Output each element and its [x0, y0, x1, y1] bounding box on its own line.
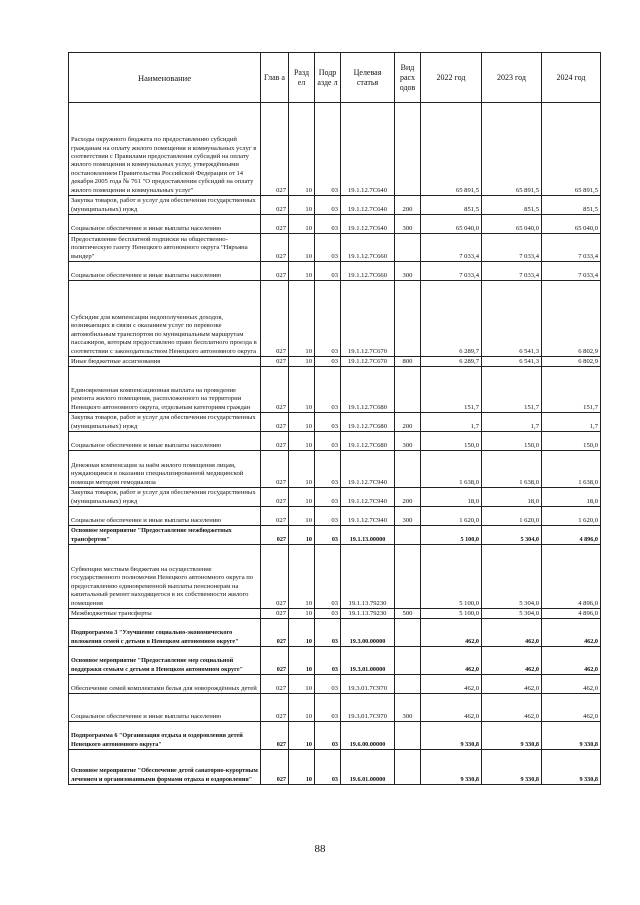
row-vid: [395, 675, 421, 694]
row-glava: 027: [261, 488, 289, 507]
row-2023: 1,7: [482, 413, 542, 432]
row-2024: 1,7: [542, 413, 601, 432]
row-glava: 027: [261, 262, 289, 281]
row-name: Социальное обеспечение и иные выплаты населению: [69, 694, 261, 722]
row-2024: 851,5: [542, 196, 601, 215]
page-number: 88: [314, 843, 326, 855]
budget-table-sheet: [68, 52, 600, 785]
row-2022: 7 033,4: [421, 262, 482, 281]
row-name: Подпрограмма 6 "Организация отдыха и оздоровления детей Ненецкого автономного округа": [69, 722, 261, 750]
row-glava: 027: [261, 609, 289, 619]
row-glava: 027: [261, 103, 289, 196]
row-target: 19.1.13.79230: [341, 609, 395, 619]
row-podrazdel: 03: [315, 488, 341, 507]
row-name: Субсидии для компенсации недополученных доходов, возникающих в связи с оказанием услуг по перевозке автомобильным транспортом по муниципальным маршрутам пассажиров, которым предоставлено право бесплатного проезда в соответствии с законодательством Ненецкого автономного округа: [69, 281, 261, 357]
row-vid: [395, 750, 421, 785]
row-name: Субвенции местным бюджетам на осуществление государственного полномочия Ненецкого автономного округа по предоставлению единовременной выплаты пенсионерам на капитальный ремонт находящегося в их собственности жилого помещения: [69, 545, 261, 609]
row-podrazdel: 03: [315, 262, 341, 281]
row-target: 19.1.12.7С670: [341, 357, 395, 367]
row-target: 19.1.13.00000: [341, 526, 395, 545]
row-target: 19.1.13.79230: [341, 545, 395, 609]
row-name: Основное мероприятие "Предоставление мер социальной поддержки семьям с детьми в Ненецком автономном округе": [69, 647, 261, 675]
row-vid: [395, 722, 421, 750]
row-vid: [395, 281, 421, 357]
row-target: 19.1.12.7С680: [341, 432, 395, 451]
table-row: [69, 196, 601, 215]
row-2022: 6 289,7: [421, 281, 482, 357]
row-razdel: 10: [289, 675, 315, 694]
row-glava: 027: [261, 196, 289, 215]
row-podrazdel: 03: [315, 545, 341, 609]
row-2023: 6 541,3: [482, 357, 542, 367]
row-razdel: 10: [289, 262, 315, 281]
header-vid: Вид расх одов: [395, 53, 421, 103]
row-glava: 027: [261, 281, 289, 357]
row-2023: 65 040,0: [482, 215, 542, 234]
row-glava: 027: [261, 215, 289, 234]
table-row: [69, 722, 601, 750]
row-glava: 027: [261, 234, 289, 262]
row-target: 19.3.01.7С970: [341, 694, 395, 722]
row-vid: 300: [395, 262, 421, 281]
row-razdel: 10: [289, 413, 315, 432]
header-razdel: Разд ел: [289, 53, 315, 103]
row-2024: 4 896,0: [542, 526, 601, 545]
row-2022: 9 330,8: [421, 750, 482, 785]
table-header-row: [69, 53, 601, 103]
row-target: 19.1.12.7С640: [341, 215, 395, 234]
row-vid: [395, 619, 421, 647]
row-2023: 851,5: [482, 196, 542, 215]
table-row: [69, 262, 601, 281]
row-2022: 1 620,0: [421, 507, 482, 526]
row-razdel: 10: [289, 234, 315, 262]
row-2022: 462,0: [421, 619, 482, 647]
row-podrazdel: 03: [315, 196, 341, 215]
row-2024: 1 638,0: [542, 451, 601, 488]
row-glava: 027: [261, 357, 289, 367]
header-2022: 2022 год: [421, 53, 482, 103]
table-body: [69, 103, 601, 785]
row-2022: 7 033,4: [421, 234, 482, 262]
row-vid: 300: [395, 694, 421, 722]
row-name: Основное мероприятие "Обеспечение детей санаторно-курортным лечением и организованными формами отдыха и оздоровления": [69, 750, 261, 785]
row-razdel: 10: [289, 545, 315, 609]
row-2023: 462,0: [482, 675, 542, 694]
row-target: 19.3.01.00000: [341, 647, 395, 675]
row-razdel: 10: [289, 609, 315, 619]
row-vid: 300: [395, 432, 421, 451]
row-target: 19.1.12.7С640: [341, 196, 395, 215]
row-podrazdel: 03: [315, 451, 341, 488]
row-2023: 150,0: [482, 432, 542, 451]
row-vid: 200: [395, 413, 421, 432]
table-row: [69, 234, 601, 262]
row-2023: 462,0: [482, 694, 542, 722]
row-glava: 027: [261, 619, 289, 647]
row-glava: 027: [261, 694, 289, 722]
row-name: Закупка товаров, работ и услуг для обеспечения государственных (муниципальных) нужд: [69, 196, 261, 215]
table-row: [69, 526, 601, 545]
row-vid: [395, 103, 421, 196]
row-name: Закупка товаров, работ и услуг для обеспечения государственных (муниципальных) нужд: [69, 488, 261, 507]
row-podrazdel: 03: [315, 432, 341, 451]
row-podrazdel: 03: [315, 281, 341, 357]
row-vid: 200: [395, 196, 421, 215]
table-row: [69, 609, 601, 619]
row-2023: 9 330,8: [482, 722, 542, 750]
row-podrazdel: 03: [315, 722, 341, 750]
row-razdel: 10: [289, 722, 315, 750]
row-2022: 9 330,8: [421, 722, 482, 750]
row-2024: 1 620,0: [542, 507, 601, 526]
row-target: 19.6.00.00000: [341, 722, 395, 750]
row-name: Социальное обеспечение и иные выплаты населению: [69, 215, 261, 234]
header-2024: 2024 год: [542, 53, 601, 103]
row-vid: 200: [395, 488, 421, 507]
row-razdel: 10: [289, 619, 315, 647]
row-2022: 6 289,7: [421, 357, 482, 367]
row-2024: 9 330,8: [542, 722, 601, 750]
row-podrazdel: 03: [315, 619, 341, 647]
row-vid: 500: [395, 609, 421, 619]
row-name: Социальное обеспечение и иные выплаты населению: [69, 262, 261, 281]
row-name: Предоставление бесплатной подписки на общественно-политическую газету Ненецкого автономного округа "Няръяна вындер": [69, 234, 261, 262]
row-target: 19.1.12.7С940: [341, 451, 395, 488]
row-razdel: 10: [289, 694, 315, 722]
row-vid: 300: [395, 507, 421, 526]
table-row: [69, 694, 601, 722]
row-podrazdel: 03: [315, 750, 341, 785]
row-podrazdel: 03: [315, 215, 341, 234]
row-2023: 9 330,8: [482, 750, 542, 785]
row-2024: 18,0: [542, 488, 601, 507]
row-podrazdel: 03: [315, 675, 341, 694]
row-razdel: 10: [289, 432, 315, 451]
row-podrazdel: 03: [315, 647, 341, 675]
row-name: Подпрограмма 3 "Улучшение социально-экономического положения семей с детьми в Ненецком автономном округе": [69, 619, 261, 647]
row-glava: 027: [261, 675, 289, 694]
row-2022: 151,7: [421, 367, 482, 413]
row-razdel: 10: [289, 281, 315, 357]
row-vid: [395, 234, 421, 262]
row-target: 19.1.12.7С670: [341, 281, 395, 357]
row-vid: [395, 367, 421, 413]
row-2024: 462,0: [542, 675, 601, 694]
row-vid: 300: [395, 215, 421, 234]
row-glava: 027: [261, 507, 289, 526]
row-2023: 5 304,0: [482, 526, 542, 545]
row-target: 19.1.12.7С680: [341, 413, 395, 432]
table-row: [69, 545, 601, 609]
row-target: 19.6.01.00000: [341, 750, 395, 785]
row-glava: 027: [261, 432, 289, 451]
row-glava: 027: [261, 526, 289, 545]
row-razdel: 10: [289, 526, 315, 545]
row-2022: 150,0: [421, 432, 482, 451]
row-2024: 6 802,9: [542, 357, 601, 367]
row-2022: 5 100,0: [421, 526, 482, 545]
row-razdel: 10: [289, 647, 315, 675]
row-target: 19.3.00.00000: [341, 619, 395, 647]
row-2022: 1,7: [421, 413, 482, 432]
row-target: 19.1.12.7С660: [341, 262, 395, 281]
row-2023: 1 638,0: [482, 451, 542, 488]
table-row: [69, 215, 601, 234]
row-2022: 65 891,5: [421, 103, 482, 196]
header-glava: Глав а: [261, 53, 289, 103]
row-razdel: 10: [289, 451, 315, 488]
row-name: Денежная компенсация за наём жилого помещения лицам, нуждающимся в оказании специализированной медицинской помощи методом гемодиализа: [69, 451, 261, 488]
row-target: 19.1.12.7С680: [341, 367, 395, 413]
table-row: [69, 507, 601, 526]
row-glava: 027: [261, 451, 289, 488]
row-2023: 5 304,0: [482, 609, 542, 619]
row-vid: [395, 647, 421, 675]
table-row: [69, 619, 601, 647]
row-podrazdel: 03: [315, 609, 341, 619]
row-2022: 5 100,0: [421, 545, 482, 609]
table-row: [69, 367, 601, 413]
row-2022: 462,0: [421, 675, 482, 694]
row-2024: 151,7: [542, 367, 601, 413]
table-row: [69, 103, 601, 196]
table-row: [69, 357, 601, 367]
row-2022: 1 638,0: [421, 451, 482, 488]
row-2023: 462,0: [482, 647, 542, 675]
table-row: [69, 675, 601, 694]
row-razdel: 10: [289, 367, 315, 413]
table-row: [69, 488, 601, 507]
row-2022: 851,5: [421, 196, 482, 215]
row-podrazdel: 03: [315, 507, 341, 526]
row-glava: 027: [261, 750, 289, 785]
table-row: [69, 432, 601, 451]
row-2023: 5 304,0: [482, 545, 542, 609]
row-podrazdel: 03: [315, 694, 341, 722]
header-2023: 2023 год: [482, 53, 542, 103]
row-name: Межбюджетные трансферты: [69, 609, 261, 619]
row-vid: [395, 545, 421, 609]
row-vid: 800: [395, 357, 421, 367]
row-glava: 027: [261, 367, 289, 413]
row-2024: 65 891,5: [542, 103, 601, 196]
row-razdel: 10: [289, 215, 315, 234]
table-row: [69, 647, 601, 675]
row-2022: 5 100,0: [421, 609, 482, 619]
row-name: Социальное обеспечение и иные выплаты населению: [69, 507, 261, 526]
table-row: [69, 281, 601, 357]
row-glava: 027: [261, 647, 289, 675]
row-2023: 18,0: [482, 488, 542, 507]
row-2024: 462,0: [542, 619, 601, 647]
header-podrazdel: Подр азде л: [315, 53, 341, 103]
row-razdel: 10: [289, 488, 315, 507]
row-vid: [395, 526, 421, 545]
row-2023: 151,7: [482, 367, 542, 413]
row-2024: 9 330,8: [542, 750, 601, 785]
table-row: [69, 750, 601, 785]
row-target: 19.3.01.7С970: [341, 675, 395, 694]
row-2024: 6 802,9: [542, 281, 601, 357]
row-2022: 18,0: [421, 488, 482, 507]
row-name: Закупка товаров, работ и услуг для обеспечения государственных (муниципальных) нужд: [69, 413, 261, 432]
row-podrazdel: 03: [315, 367, 341, 413]
row-2023: 1 620,0: [482, 507, 542, 526]
row-target: 19.1.12.7С940: [341, 488, 395, 507]
row-name: Расходы окружного бюджета по предоставлению субсидий гражданам на оплату жилого помещения и коммунальных услуг в соответствии с Правилами предоставления субсидий на оплату жилого помещения и коммунальных услуг, утверждёнными постановлением Правительства Российской Федерации от 14 декабря 2005 года № 761 "О предоставлении субсидий на оплату жилого помещения и коммунальных услуг": [69, 103, 261, 196]
row-2023: 7 033,4: [482, 234, 542, 262]
row-razdel: 10: [289, 196, 315, 215]
row-2023: 65 891,5: [482, 103, 542, 196]
row-2024: 150,0: [542, 432, 601, 451]
budget-table: [68, 52, 601, 785]
header-name: Наименование: [69, 53, 261, 103]
row-2022: 462,0: [421, 694, 482, 722]
row-target: 19.1.12.7С640: [341, 103, 395, 196]
row-vid: [395, 451, 421, 488]
row-2023: 7 033,4: [482, 262, 542, 281]
row-target: 19.1.12.7С940: [341, 507, 395, 526]
row-2023: 6 541,3: [482, 281, 542, 357]
row-razdel: 10: [289, 750, 315, 785]
row-name: Основное мероприятие "Предоставление межбюджетных трансфертов": [69, 526, 261, 545]
row-razdel: 10: [289, 507, 315, 526]
row-podrazdel: 03: [315, 103, 341, 196]
header-target: Целевая статья: [341, 53, 395, 103]
row-2024: 65 040,0: [542, 215, 601, 234]
row-name: Единовременная компенсационная выплата на проведение ремонта жилого помещения, расположенного на территории Ненецкого автономного округа, отдельным категориям граждан: [69, 367, 261, 413]
row-2023: 462,0: [482, 619, 542, 647]
row-2024: 4 896,0: [542, 545, 601, 609]
row-name: Иные бюджетные ассигнования: [69, 357, 261, 367]
row-glava: 027: [261, 722, 289, 750]
row-glava: 027: [261, 413, 289, 432]
row-2024: 7 033,4: [542, 234, 601, 262]
row-2024: 462,0: [542, 647, 601, 675]
row-podrazdel: 03: [315, 413, 341, 432]
row-2024: 462,0: [542, 694, 601, 722]
row-2024: 7 033,4: [542, 262, 601, 281]
row-razdel: 10: [289, 103, 315, 196]
row-glava: 027: [261, 545, 289, 609]
row-target: 19.1.12.7С660: [341, 234, 395, 262]
row-podrazdel: 03: [315, 526, 341, 545]
row-name: Социальное обеспечение и иные выплаты населению: [69, 432, 261, 451]
row-2022: 462,0: [421, 647, 482, 675]
table-row: [69, 413, 601, 432]
row-razdel: 10: [289, 357, 315, 367]
row-podrazdel: 03: [315, 357, 341, 367]
row-podrazdel: 03: [315, 234, 341, 262]
table-row: [69, 451, 601, 488]
row-2022: 65 040,0: [421, 215, 482, 234]
row-2024: 4 896,0: [542, 609, 601, 619]
row-name: Обеспечение семей комплектами белья для новорождённых детей: [69, 675, 261, 694]
